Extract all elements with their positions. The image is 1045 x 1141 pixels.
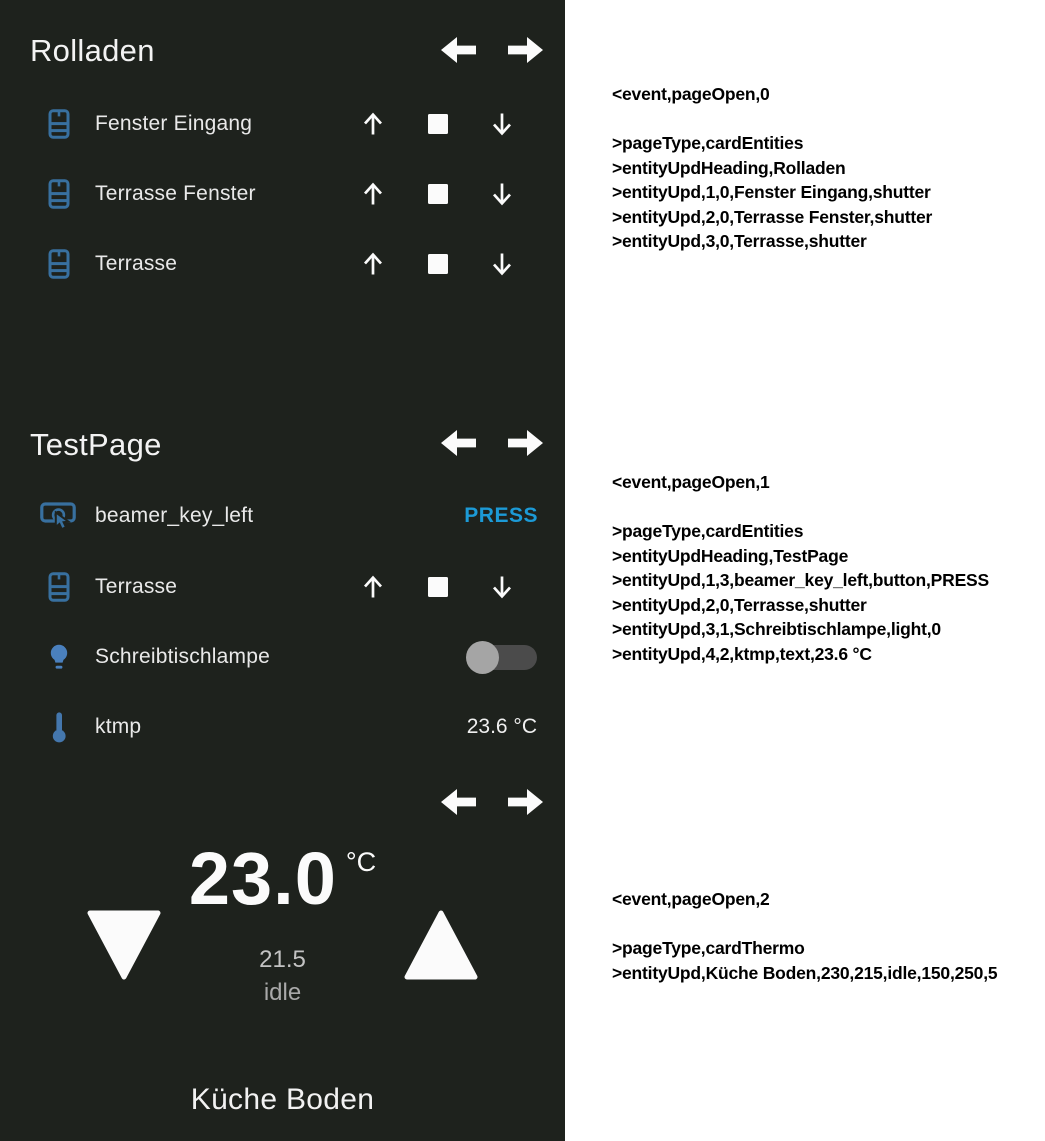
entity-name: ktmp (95, 715, 142, 738)
current-temperature-value: 23.0 (188, 837, 337, 920)
entity-row (0, 169, 565, 219)
page-prev-button[interactable] (440, 35, 477, 65)
gesture-tap-button-icon (36, 491, 82, 541)
serial-log-block-2 (612, 470, 1042, 666)
shutter-down-button[interactable] (488, 180, 516, 211)
lightbulb-icon (36, 632, 82, 682)
serial-log-line: >entityUpdHeading,TestPage (612, 545, 849, 566)
shutter-down-button[interactable] (488, 573, 516, 604)
serial-log-line: >entityUpd,1,0,Fenster Eingang,shutter (612, 182, 931, 202)
serial-log-line: >pageType,cardEntities (612, 521, 804, 541)
serial-log-line: >entityUpd,4,2,ktmp,text,23.6 °C (612, 643, 872, 664)
entity-row (0, 99, 565, 149)
entity-row (0, 702, 565, 752)
shutter-stop-button[interactable] (428, 254, 448, 274)
serial-log-line (612, 912, 1042, 937)
shutter-stop-button[interactable] (428, 184, 448, 204)
window-shutter-icon (36, 99, 82, 149)
serial-log-line: >entityUpd,3,1,Schreibtischlampe,light,0 (612, 619, 941, 639)
current-temperature (0, 837, 565, 920)
sensor-value: 23.6 °C (466, 715, 537, 738)
entity-name: beamer_key_left (95, 504, 254, 527)
page-next-button[interactable] (507, 428, 544, 458)
window-shutter-icon (36, 562, 82, 612)
serial-log-line: <event,pageOpen,0 (612, 84, 770, 104)
serial-log-line: >entityUpd,3,0,Terrasse,shutter (612, 231, 867, 251)
entity-row (0, 632, 565, 682)
shutter-up-button[interactable] (359, 110, 387, 141)
serial-log-line (612, 107, 1042, 132)
window-shutter-icon (36, 239, 82, 289)
entity-name: Terrasse Fenster (95, 182, 256, 205)
card-heading-testpage: TestPage (30, 427, 162, 462)
serial-log-line: >entityUpd,2,0,Terrasse Fenster,shutter (612, 206, 933, 227)
serial-log-line: >pageType,cardEntities (612, 133, 804, 153)
entity-name: Schreibtischlampe (95, 645, 270, 668)
shutter-up-button[interactable] (359, 573, 387, 604)
shutter-up-button[interactable] (359, 180, 387, 211)
page-prev-button[interactable] (440, 428, 477, 458)
serial-log-line: >entityUpd,Küche Boden,230,215,idle,150,250,5 (612, 962, 998, 983)
shutter-down-button[interactable] (488, 250, 516, 281)
target-temperature: 21.5 (259, 946, 306, 973)
thermometer-icon (36, 702, 82, 752)
serial-log-line: >pageType,cardThermo (612, 938, 805, 958)
serial-log-line: >entityUpdHeading,Rolladen (612, 157, 846, 178)
shutter-up-button[interactable] (359, 250, 387, 281)
entity-row (0, 491, 565, 541)
entity-row (0, 562, 565, 612)
light-toggle-switch[interactable] (466, 641, 537, 674)
serial-log-line: >entityUpd,1,3,beamer_key_left,button,PRESS (612, 570, 989, 590)
serial-log-block-3 (612, 887, 1042, 985)
entity-name: Terrasse (95, 575, 178, 598)
shutter-down-button[interactable] (488, 110, 516, 141)
toggle-knob (466, 641, 499, 674)
serial-log-line: <event,pageOpen,2 (612, 889, 770, 909)
page-next-button[interactable] (507, 787, 544, 817)
card-heading-rolladen: Rolladen (30, 33, 155, 68)
window-shutter-icon (36, 169, 82, 219)
serial-log-line (612, 495, 1042, 520)
hvac-state: idle (263, 979, 302, 1006)
page-prev-button[interactable] (440, 787, 477, 817)
serial-log-line: <event,pageOpen,1 (612, 472, 770, 492)
shutter-stop-button[interactable] (428, 114, 448, 134)
entity-name: Terrasse (95, 252, 178, 275)
press-button[interactable]: PRESS (464, 491, 538, 541)
thermostat-title: Küche Boden (190, 1083, 375, 1116)
temperature-unit: °C (345, 847, 377, 877)
shutter-stop-button[interactable] (428, 577, 448, 597)
serial-log-line: >entityUpd,2,0,Terrasse,shutter (612, 594, 867, 615)
entity-name: Fenster Eingang (95, 112, 253, 135)
page-next-button[interactable] (507, 35, 544, 65)
entity-row (0, 239, 565, 289)
serial-log-block-1 (612, 82, 1042, 254)
